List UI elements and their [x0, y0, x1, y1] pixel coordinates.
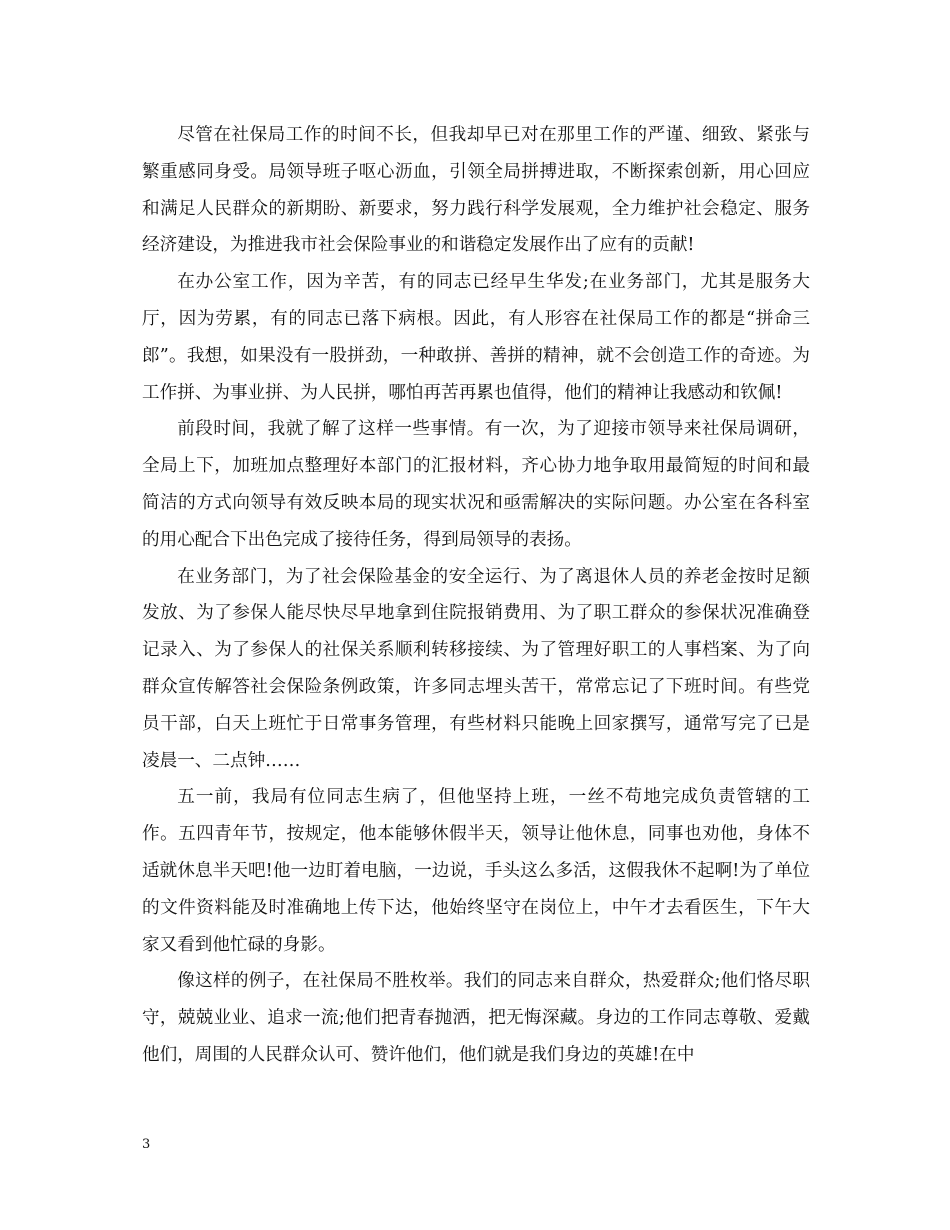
paragraph-5: 五一前，我局有位同志生病了，但他坚持上班，一丝不苟地完成负责管辖的工作。五四青年节，按规定，他本能够休假半天，领导让他休息，同事也劝他，身体不适就休息半天吧!他一边盯着电脑，一边说，手头这么多活，这假我休不起啊!为了单位的文件资料能及时准确地上传下达，他始终坚守在岗位上，中午才去看医生，下午大家又看到他忙碌的身影。 — [142, 787, 810, 955]
paragraph-1: 尽管在社保局工作的时间不长，但我却早已对在那里工作的严谨、细致、紧张与繁重感同身受。局领导班子呕心沥血，引领全局拼搏进取，不断探索创新，用心回应和满足人民群众的新期盼、新要求，努力践行科学发展观，全力维护社会稳定、服务经济建设，为推进我市社会保险事业的和谐稳定发展作出了应有的贡献! — [142, 125, 810, 256]
paragraph-4: 在业务部门，为了社会保险基金的安全运行、为了离退休人员的养老金按时足额发放、为了参保人能尽快尽早地拿到住院报销费用、为了职工群众的参保状况准确登记录入、为了参保人的社保关系顺利转移接续、为了管理好职工的人事档案、为了向群众宣传解答社会保险条例政策，许多同志埋头苦干，常常忘记了下班时间。有些党员干部，白天上班忙于日常事务管理，有些材料只能晚上回家撰写，通常写完了已是凌晨一、二点钟…… — [142, 566, 810, 771]
paragraph-2: 在办公室工作，因为辛苦，有的同志已经早生华发;在业务部门，尤其是服务大厅，因为劳累，有的同志已落下病根。因此，有人形容在社保局工作的都是“拼命三郎”。我想，如果没有一股拼劲，一种敢拼、善拼的精神，就不会创造工作的奇迹。为工作拼、为事业拼、为人民拼，哪怕再苦再累也值得，他们的精神让我感动和钦佩! — [142, 272, 810, 403]
paragraph-6: 像这样的例子，在社保局不胜枚举。我们的同志来自群众，热爱群众;他们恪尽职守，兢兢业业、追求一流;他们把青春抛洒，把无悔深藏。身边的工作同志尊敬、爱戴他们，周围的人民群众认可、赞许他们，他们就是我们身边的英雄!在中 — [142, 971, 810, 1065]
document-body — [142, 117, 810, 1074]
page-number: 3 — [142, 1137, 151, 1152]
paragraph-3: 前段时间，我就了解了这样一些事情。有一次，为了迎接市领导来社保局调研，全局上下，加班加点整理好本部门的汇报材料，齐心协力地争取用最简短的时间和最简洁的方式向领导有效反映本局的现实状况和亟需解决的实际问题。办公室在各科室的用心配合下出色完成了接待任务，得到局领导的表扬。 — [142, 419, 810, 550]
